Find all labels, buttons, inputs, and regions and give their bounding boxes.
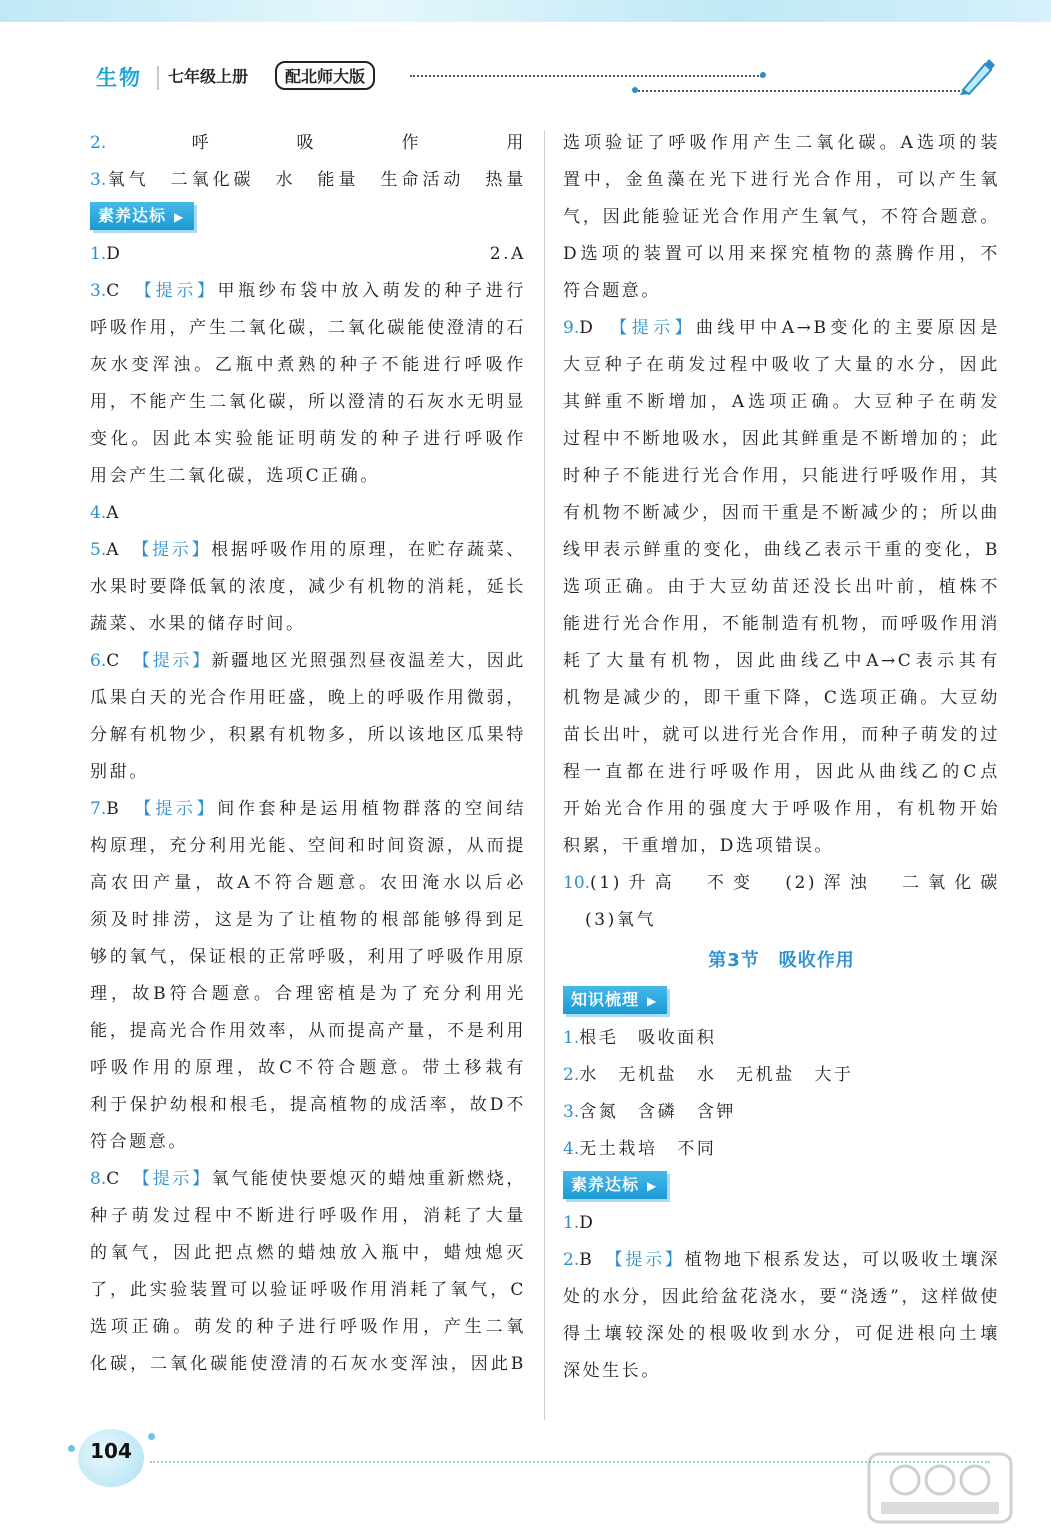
line-text: 高农田产量，故A不符合题意。农田淹水以后必 (90, 873, 526, 893)
line-text: 利于保护幼根和根毛，提高植物的成活率，故D不 (90, 1095, 526, 1115)
footer-dotted-line (150, 1461, 990, 1463)
text-line (90, 125, 526, 162)
text-line (90, 310, 526, 347)
line-text: 能，提高光合作用效率，从而提高产量，不是利用 (90, 1021, 526, 1041)
text-line (90, 717, 526, 754)
header-dotted-line-lower (634, 90, 960, 92)
question-number: 2. (563, 1250, 580, 1270)
text-line (563, 865, 1000, 902)
text-line (563, 680, 1000, 717)
line-text: 氧气能使快要熄灭的蜡烛重新燃烧， (211, 1169, 526, 1189)
line-text: 变化。因此本实验能证明萌发的种子进行呼吸作 (90, 429, 526, 449)
right-column (563, 125, 1000, 1390)
line-text: 程一直都在进行呼吸作用，因此从曲线乙的C点 (563, 762, 1000, 782)
line-text: 间作套种是运用植物群落的空间结 (217, 799, 526, 819)
hint-label: 【提示】 (143, 281, 218, 301)
text-line (90, 1087, 526, 1124)
line-text: D (579, 1213, 596, 1233)
answer-line (563, 310, 1000, 347)
line-text: 能进行光合作用，不能制造有机物，而呼吸作用消 (563, 614, 1000, 634)
hint-label: 【提示】 (618, 318, 696, 338)
text-line (90, 1235, 526, 1272)
answer-choice: D (579, 318, 596, 338)
line-text: 甲瓶纱布袋中放入萌发的种子进行 (217, 281, 526, 301)
subject-title: 生物 (96, 66, 142, 90)
hint-label: 【提示】 (143, 799, 218, 819)
line-text: 含氮 含磷 含钾 (579, 1102, 737, 1122)
column-divider (544, 130, 545, 1420)
line-text: 选项正确。萌发的种子进行呼吸作用，产生二氧 (90, 1317, 526, 1337)
line-text: 开始光合作用的强度大于呼吸作用，有机物开始 (563, 799, 1000, 819)
hint-label: 【提示】 (141, 1169, 212, 1189)
play-triangle-icon: ▶ (174, 210, 185, 224)
question-number: 6. (90, 651, 107, 671)
text-line (90, 569, 526, 606)
question-number: 1. (90, 244, 107, 264)
text-line (563, 791, 1000, 828)
grade-label: 七年级上册 (168, 67, 249, 86)
line-text: 化碳，二氧化碳能使澄清的石灰水变浑浊，因此B (90, 1354, 526, 1374)
question-number: 10. (563, 873, 591, 893)
question-number: 7. (90, 799, 107, 819)
line-text: 处的水分，因此给盆花浇水，要“浇透”，这样做使 (563, 1287, 1000, 1307)
text-line (563, 828, 1000, 865)
line-text: 灰水变浑浊。乙瓶中煮熟的种子不能进行呼吸作 (90, 355, 526, 375)
line-text: 气，因此能验证光合作用产生氧气，不符合题意。 (563, 207, 1000, 227)
question-number: 4. (563, 1139, 580, 1159)
question-number: 3. (90, 170, 107, 190)
question-number: 9. (563, 318, 580, 338)
header-dotted-line (410, 75, 762, 77)
question-number: 3. (90, 281, 107, 301)
text-line (563, 606, 1000, 643)
section-badge (563, 1171, 667, 1199)
line-text: 新疆地区光照强烈昼夜温差大，因此 (211, 651, 526, 671)
line-text: 其鲜重不断增加，A选项正确。大豆种子在萌发 (563, 392, 1000, 412)
line-text: D选项的装置可以用来探究植物的蒸腾作用，不 (563, 244, 1000, 264)
line-text: 了，此实验装置可以验证呼吸作用消耗了氧气，C (90, 1280, 526, 1300)
text-line (563, 1316, 1000, 1353)
text-line (563, 236, 1000, 273)
line-text: 别甜。 (90, 762, 149, 782)
top-decorative-band (0, 0, 1051, 22)
text-line (90, 1198, 526, 1235)
line-text: 符合题意。 (90, 1132, 188, 1152)
text-line (90, 347, 526, 384)
text-line (563, 125, 1000, 162)
watermark-logo (865, 1450, 1015, 1526)
line-text: A (106, 503, 122, 523)
line-text: 曲线甲中A→B变化的主要原因是 (695, 318, 1000, 338)
text-line (563, 1279, 1000, 1316)
line-text: D 2.A (106, 244, 526, 264)
line-text: 用，不能产生二氧化碳，所以澄清的石灰水无明显 (90, 392, 526, 412)
section-badge-row (90, 199, 526, 236)
line-text: 置中，金鱼藻在光下进行光合作用，可以产生氧 (563, 170, 1000, 190)
text-line (90, 1346, 526, 1383)
text-line (90, 902, 526, 939)
text-line (563, 902, 1000, 939)
line-text: 选项正确。由于大豆幼苗还没长出叶前，植株不 (563, 577, 1000, 597)
text-line (563, 1020, 1000, 1057)
line-text: 用会产生二氧化碳，选项C正确。 (90, 466, 381, 486)
section-badge-row (563, 1168, 1000, 1205)
line-text: 深处生长。 (563, 1361, 661, 1381)
text-line (90, 1272, 526, 1309)
line-text: 呼吸作用，产生二氧化碳，二氧化碳能使澄清的石 (90, 318, 526, 338)
question-number: 4. (90, 503, 107, 523)
text-line (90, 495, 526, 532)
line-text: 植物地下根系发达，可以吸收土壤深 (684, 1250, 1000, 1270)
question-number: 8. (90, 1169, 107, 1189)
line-text: 苗长出叶，就可以进行光合作用，而种子萌发的过 (563, 725, 1000, 745)
answer-line (90, 532, 526, 569)
line-text: 够的氧气，保证根的正常呼吸，利用了呼吸作用原 (90, 947, 526, 967)
line-text: 过程中不断地吸水，因此其鲜重是不断增加的；此 (563, 429, 1000, 449)
line-text: 大豆种子在萌发过程中吸收了大量的水分，因此 (563, 355, 1000, 375)
text-line (563, 458, 1000, 495)
line-text: 无土栽培 不同 (579, 1139, 717, 1159)
pen-icon (955, 56, 997, 96)
line-text: 符合题意。 (563, 281, 661, 301)
line-text: 的氧气，因此把点燃的蜡烛放入瓶中，蜡烛熄灭 (90, 1243, 526, 1263)
line-text: 根据呼吸作用的原理，在贮存蔬菜、 (211, 540, 526, 560)
text-line (90, 1309, 526, 1346)
text-line (90, 1124, 526, 1161)
line-text: 有机物不断减少，因而干重是不断减少的；所以曲 (563, 503, 1000, 523)
answer-choice: A (106, 540, 122, 560)
text-line (563, 754, 1000, 791)
text-line (563, 273, 1000, 310)
text-line (90, 754, 526, 791)
answer-line (90, 791, 526, 828)
line-text: 耗了大量有机物，因此曲线乙中A→C表示其有 (563, 651, 1000, 671)
line-text: (3)氧气 (585, 910, 657, 930)
line-text: 线甲表示鲜重的变化，曲线乙表示干重的变化，B (563, 540, 1000, 560)
line-text: 呼吸作用 (106, 133, 526, 153)
line-text: 时种子不能进行光合作用，只能进行呼吸作用，其 (563, 466, 1000, 486)
text-line (563, 495, 1000, 532)
text-line (90, 865, 526, 902)
hint-label: 【提示】 (141, 651, 212, 671)
answer-line (90, 1161, 526, 1198)
question-number: 5. (90, 540, 107, 560)
header-dot (632, 87, 638, 93)
header-separator (157, 66, 159, 90)
text-line (563, 1205, 1000, 1242)
text-line (563, 1094, 1000, 1131)
line-text: 水 无机盐 水 无机盐 大于 (579, 1065, 854, 1085)
answer-choice: C (106, 1169, 122, 1189)
text-line (563, 717, 1000, 754)
edition-label: 配北师大版 (275, 61, 375, 90)
question-number: 1. (563, 1213, 580, 1233)
section-badge-label: 素养达标 (571, 1175, 640, 1194)
section-badge-row (563, 983, 1000, 1020)
text-line (90, 384, 526, 421)
footer-dot (148, 1433, 155, 1440)
text-line (90, 680, 526, 717)
text-line (563, 384, 1000, 421)
line-text: 理，故B符合题意。合理密植是为了充分利用光 (90, 984, 526, 1004)
line-text: 得土壤较深处的根吸收到水分，可促进根向土壤 (563, 1324, 1000, 1344)
text-line (90, 939, 526, 976)
line-text: 水果时要降低氧的浓度，减少有机物的消耗，延长 (90, 577, 526, 597)
line-text: (1)升高 不变 (2)浑浊 二氧化碳 (590, 873, 1000, 893)
line-text: 瓜果白天的光合作用旺盛，晚上的呼吸作用微弱， (90, 688, 526, 708)
footer-dot (68, 1445, 75, 1452)
text-line (563, 162, 1000, 199)
text-line (90, 162, 526, 199)
line-text: 根毛 吸收面积 (579, 1028, 717, 1048)
page-header (0, 56, 1051, 106)
text-line (90, 236, 526, 273)
header-dot (760, 72, 766, 78)
hint-label: 【提示】 (614, 1250, 685, 1270)
answer-line (90, 643, 526, 680)
text-line (563, 199, 1000, 236)
page-number: 104 (90, 1439, 132, 1463)
text-line (563, 643, 1000, 680)
section-title: 第3节 吸收作用 (708, 950, 855, 971)
question-number: 2. (563, 1065, 580, 1085)
line-text: 积累，干重增加，D选项错误。 (563, 836, 835, 856)
text-line (563, 421, 1000, 458)
section-badge (563, 986, 667, 1014)
text-line (90, 458, 526, 495)
question-number: 2. (90, 133, 107, 153)
question-number: 1. (563, 1028, 580, 1048)
line-text: 氧气 二氧化碳 水 能量 生命活动 热量 (106, 170, 526, 190)
line-text: 分解有机物少，积累有机物多，所以该地区瓜果特 (90, 725, 526, 745)
hint-label: 【提示】 (140, 540, 212, 560)
answer-line (90, 273, 526, 310)
question-number: 3. (563, 1102, 580, 1122)
line-text: 选项验证了呼吸作用产生二氧化碳。A选项的装 (563, 133, 1000, 153)
line-text: 机物是减少的，即干重下降，C选项正确。大豆幼 (563, 688, 1000, 708)
play-triangle-icon: ▶ (647, 994, 658, 1008)
text-line (90, 1013, 526, 1050)
section-badge-label: 素养达标 (98, 206, 167, 225)
answer-line (563, 1242, 1000, 1279)
text-line (90, 976, 526, 1013)
left-column (90, 125, 526, 1383)
section-badge-label: 知识梳理 (571, 990, 640, 1009)
text-line (563, 1353, 1000, 1390)
text-line (90, 606, 526, 643)
text-line (90, 828, 526, 865)
text-line (563, 1057, 1000, 1094)
line-text: 须及时排涝，这是为了让植物的根部能够得到足 (90, 910, 526, 930)
answer-choice: C (106, 281, 122, 301)
text-line (563, 1131, 1000, 1168)
line-text: 构原理，充分利用光能、空间和时间资源，从而提 (90, 836, 526, 856)
answer-choice: B (579, 1250, 595, 1270)
text-line (563, 569, 1000, 606)
answer-choice: C (106, 651, 122, 671)
section-badge (90, 202, 194, 230)
answer-choice: B (106, 799, 122, 819)
play-triangle-icon: ▶ (647, 1179, 658, 1193)
text-line (90, 421, 526, 458)
line-text: 种子萌发过程中不断进行呼吸作用，消耗了大量 (90, 1206, 526, 1226)
line-text: 蔬菜、水果的储存时间。 (90, 614, 306, 634)
text-line (90, 1050, 526, 1087)
line-text: 呼吸作用的原理，故C不符合题意。带土移栽有 (90, 1058, 526, 1078)
text-line (563, 347, 1000, 384)
text-line (563, 532, 1000, 569)
